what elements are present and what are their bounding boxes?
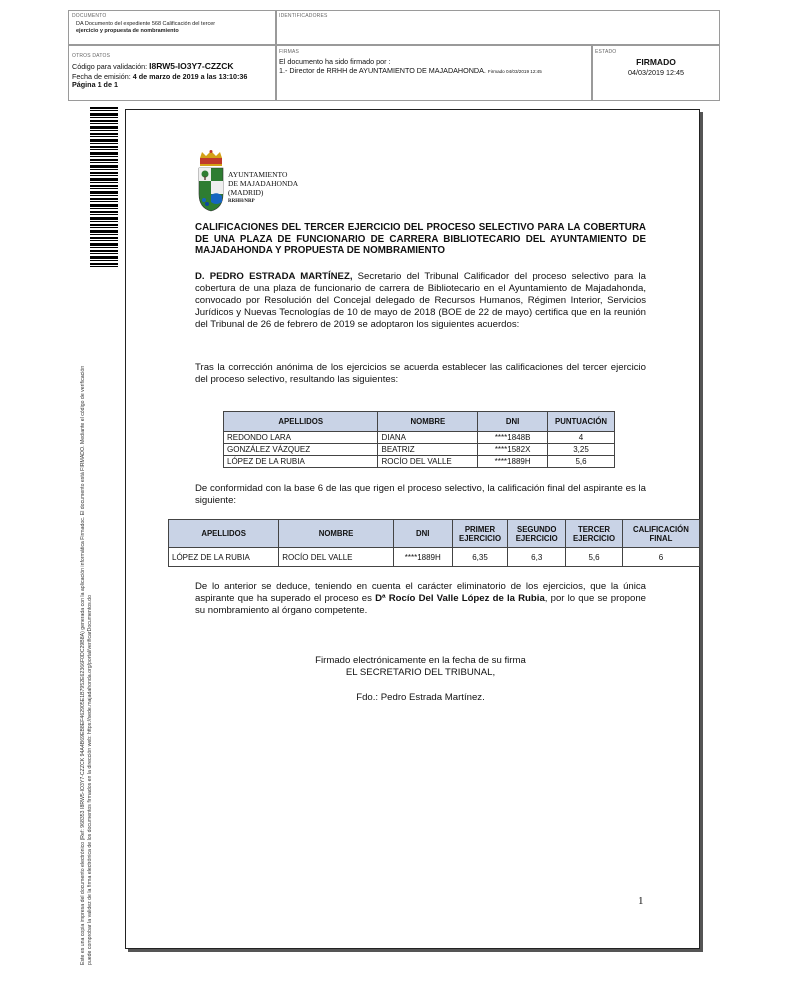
cell-apellidos: LÓPEZ DE LA RUBIA: [224, 456, 378, 468]
signatures-line1: El documento ha sido firmado por :: [279, 57, 391, 66]
intro-paragraph: D. PEDRO ESTRADA MARTÍNEZ, Secretario del Tribunal Calificador del proceso selectivo para la cobertura de una plaza de funcionario de carrera de Bibliotecario en el Ayuntamiento de Majadahonda, convocado por Resolución del Concejal delegado de Recursos Humanos, Régimen Interior, Servicios Jurídicos y Nuevas Tecnologías de 10 de mayo de 2018 (BOE de 22 de mayo) certifica que en la reunión del Tribunal de 26 de febrero de 2019 se adoptaron los siguientes acuerdos:: [195, 271, 646, 330]
final-grade-intro: De conformidad con la base 6 de las que rigen el proceso selectivo, la calificación final del aspirante es la siguiente:: [195, 483, 646, 506]
col-header-nombre: NOMBRE: [378, 412, 478, 432]
col-header-apellidos: APELLIDOS: [224, 412, 378, 432]
cell-puntuacion: 4: [548, 432, 615, 444]
cell-puntuacion: 3,25: [548, 444, 615, 456]
col-header-nombre: NOMBRE: [279, 520, 394, 548]
status-date: 04/03/2019 12:45: [628, 68, 684, 77]
table-row: [224, 444, 615, 456]
cell-apellidos: GONZÁLEZ VÁZQUEZ: [224, 444, 378, 456]
final-grade-table: [168, 519, 700, 567]
municipality-name: AYUNTAMIENTO DE MAJADAHONDA (MADRID) RRHH/NRP: [228, 170, 299, 204]
selected-candidate: Dª Rocío Del Valle López de la Rubia: [375, 592, 545, 604]
cell-puntuacion: 5,6: [548, 456, 615, 468]
cell-dni: ****1889H: [478, 456, 548, 468]
third-exercise-intro: Tras la corrección anónima de los ejercicios se acuerda establecer las calificaciones del tercer ejercicio del proceso selectivo, resultando las siguientes:: [195, 362, 646, 385]
side-verification-text: Este es una copia impresa del documento electrónico (Ref: 968353 I8RW5-IO3Y7-CZZCK 94A4B69EB8EF462905E1B7952E62366F0DC29B8A) generada con la aplicación informática Firmadoc. El documento está FIRMADO. Mediante el código de verificación puede comprobar la validez de la firma electrónica de los documentos firmados en la dirección web: https://sede.majadahonda.org/portal/verificarDocumentos.do: [80, 365, 93, 965]
signature-name: Fdo.: Pedro Estrada Martínez.: [356, 692, 485, 703]
other-data-label: OTROS DATOS: [72, 53, 111, 59]
emission-date-line: Fecha de emisión: 4 de marzo de 2019 a las 13:10:36: [72, 72, 248, 81]
cell-tercer-ejercicio: 5,6: [566, 548, 623, 567]
page-count: Página 1 de 1: [72, 80, 118, 89]
status-value: FIRMADO: [636, 57, 676, 67]
third-exercise-scores-table: [223, 411, 615, 468]
cell-nombre: ROCÍO DEL VALLE: [378, 456, 478, 468]
cell-calificacion-final: 6: [622, 548, 699, 567]
document-description: DA Documento del expediente 568 Calificación del tercer ejercicio y propuesta de nombramiento: [76, 21, 216, 34]
col-header-tercer-ejercicio: TERCER EJERCICIO: [566, 520, 623, 548]
table-row: [169, 548, 700, 567]
cell-dni: ****1889H: [393, 548, 452, 567]
table-row: [224, 432, 615, 444]
col-header-dni: DNI: [478, 412, 548, 432]
conclusion-paragraph: De lo anterior se deduce, teniendo en cuenta el carácter eliminatorio de los ejercicios, que la única aspirante que ha superado el proceso es Dª Rocío Del Valle López de la Rubia, por lo que se propone su nombramiento al órgano competente.: [195, 581, 646, 616]
col-header-dni: DNI: [393, 520, 452, 548]
cell-nombre: BEATRIZ: [378, 444, 478, 456]
department-code: RRHH/NRP: [228, 199, 255, 204]
cell-apellidos: LÓPEZ DE LA RUBIA: [169, 548, 279, 567]
col-header-apellidos: APELLIDOS: [169, 520, 279, 548]
validation-code: I8RW5-IO3Y7-CZZCK: [149, 61, 234, 71]
identifiers-label: IDENTIFICADORES: [279, 13, 328, 19]
document-label: DOCUMENTO: [72, 13, 107, 19]
secretary-name: D. PEDRO ESTRADA MARTÍNEZ,: [195, 271, 353, 282]
cell-primer-ejercicio: 6,35: [452, 548, 508, 567]
document-page: [125, 109, 700, 949]
col-header-segundo-ejercicio: SEGUNDO EJERCICIO: [508, 520, 566, 548]
cell-nombre: ROCÍO DEL VALLE: [279, 548, 394, 567]
col-header-calificacion-final: CALIFICACIÓN FINAL: [622, 520, 699, 548]
cell-segundo-ejercicio: 6,3: [508, 548, 566, 567]
col-header-puntuacion: PUNTUACIÓN: [548, 412, 615, 432]
cell-dni: ****1582X: [478, 444, 548, 456]
page-number: 1: [638, 895, 644, 907]
municipal-coat-of-arms: [196, 150, 226, 212]
header-identifiers-box: [276, 10, 720, 45]
signature-block: Firmado electrónicamente en la fecha de su firma EL SECRETARIO DEL TRIBUNAL,: [315, 655, 526, 678]
cell-apellidos: REDONDO LARA: [224, 432, 378, 444]
status-label: ESTADO: [595, 49, 617, 55]
cell-dni: ****1848B: [478, 432, 548, 444]
cell-nombre: DIANA: [378, 432, 478, 444]
col-header-primer-ejercicio: PRIMER EJERCICIO: [452, 520, 508, 548]
signatures-line2: 1.- Director de RRHH de AYUNTAMIENTO DE MAJADAHONDA. Firmado 04/03/2019 12:45: [279, 66, 542, 75]
signatures-label: FIRMAS: [279, 49, 300, 55]
document-title: CALIFICACIONES DEL TERCER EJERCICIO DEL PROCESO SELECTIVO PARA LA COBERTURA DE UNA PLAZA DE FUNCIONARIO DE CARRERA BIBLIOTECARIO DEL AYUNTAMIENTO DE MAJADAHONDA Y PROPUESTA DE NOMBRAMIENTO: [195, 222, 646, 257]
barcode: [90, 107, 118, 267]
table-row: [224, 456, 615, 468]
validation-code-line: Código para validación: I8RW5-IO3Y7-CZZCK: [72, 61, 234, 71]
